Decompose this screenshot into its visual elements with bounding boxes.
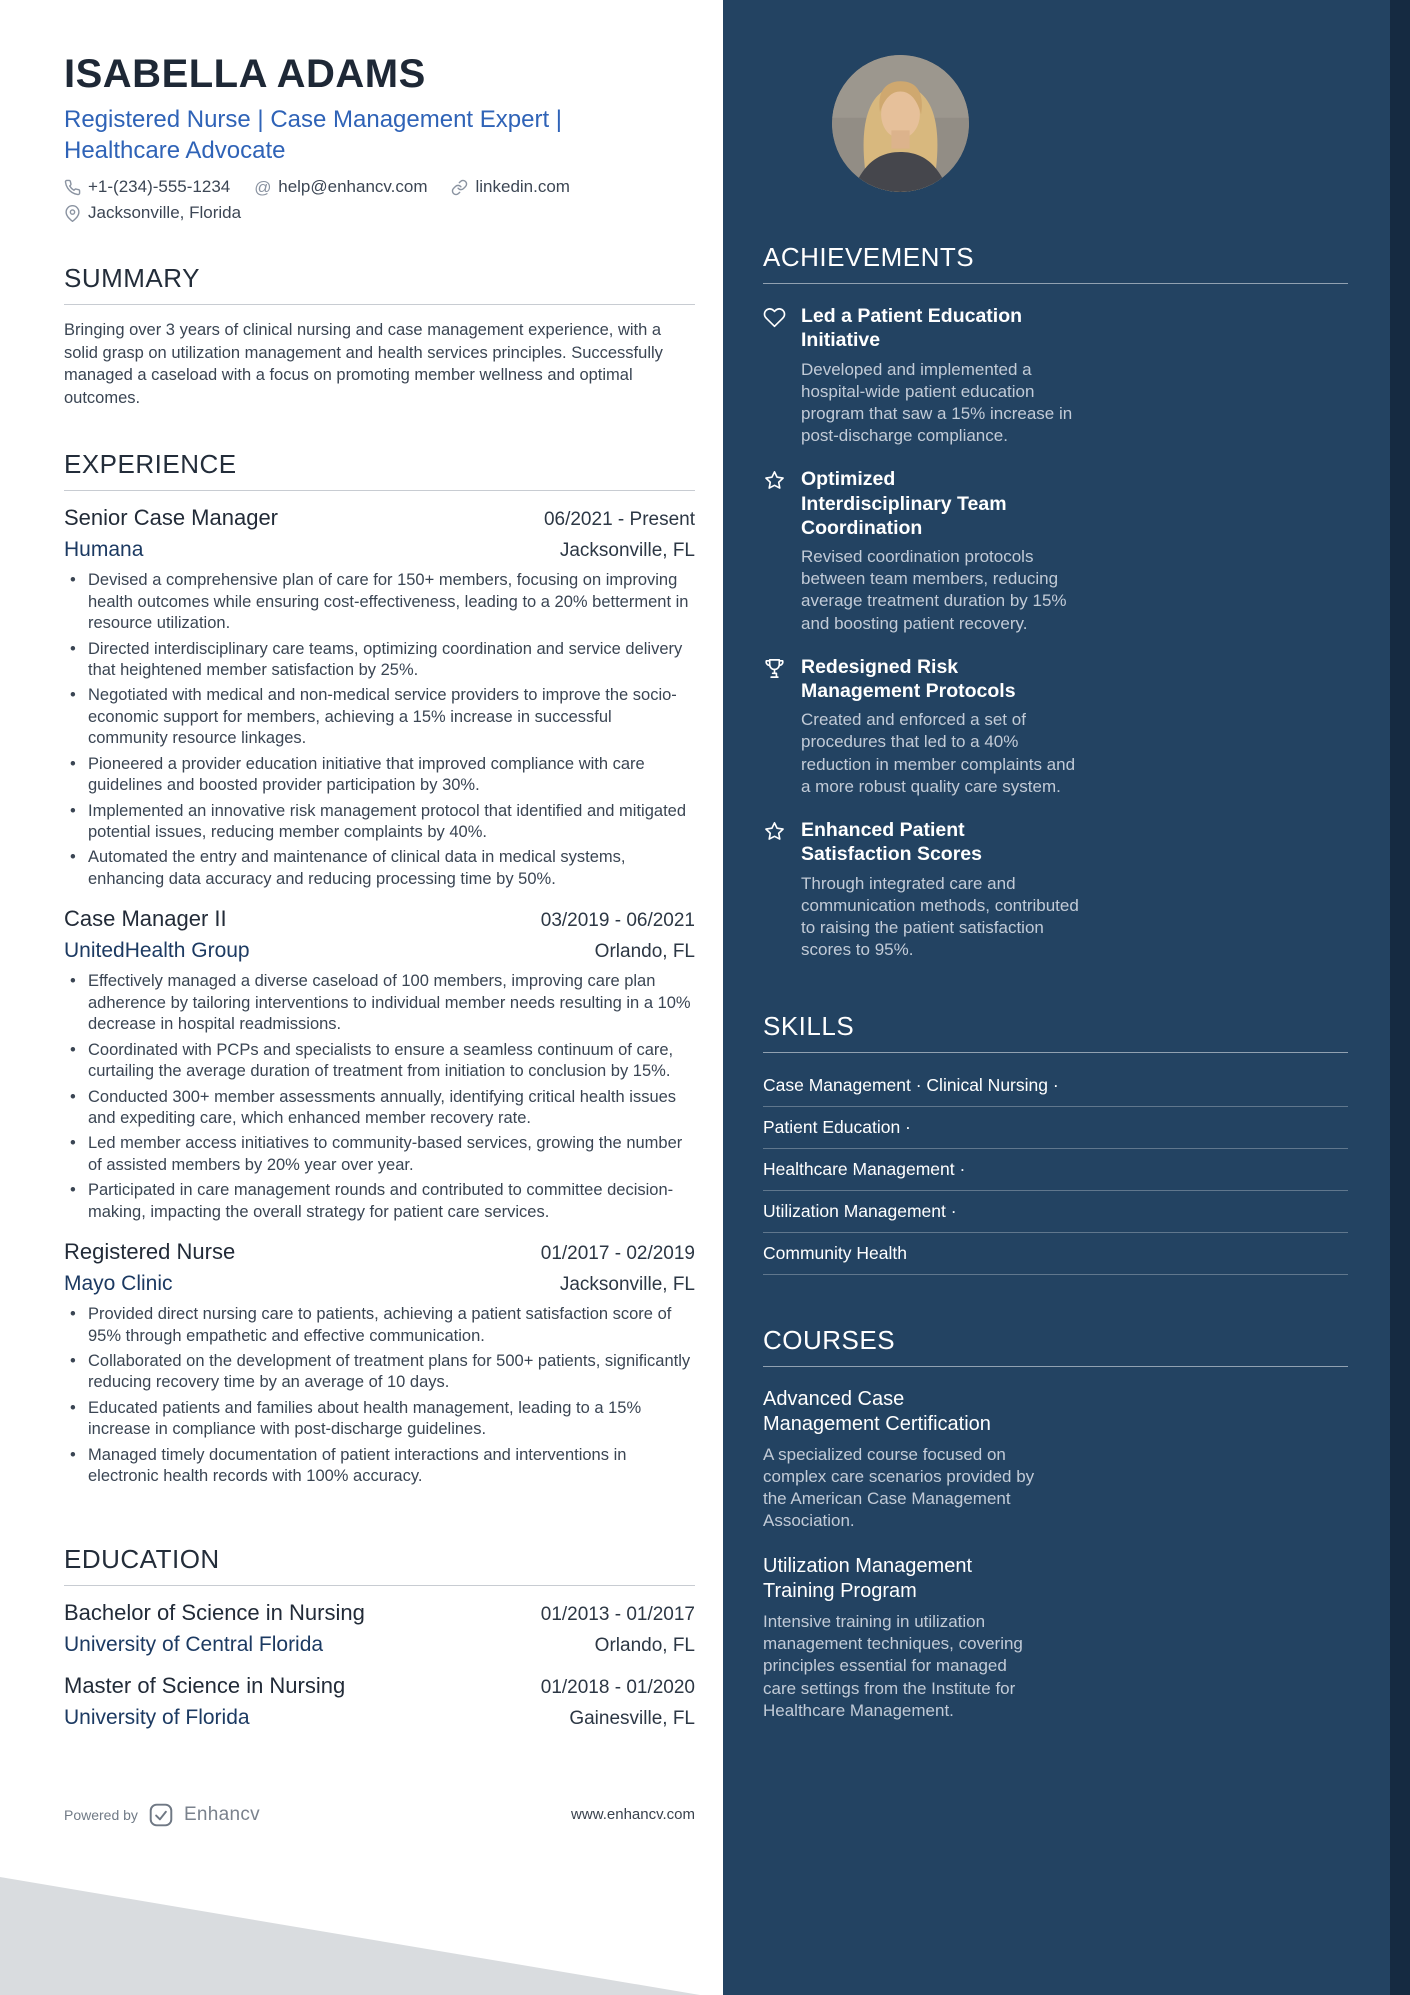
bullet-item: • Participated in care management rounds and contributed to committee decision-making, impacting the overall strategy for patient care services. xyxy=(88,1180,695,1223)
skill-row: Healthcare Management · xyxy=(763,1149,1348,1191)
summary-section xyxy=(64,223,695,409)
job-location: Jacksonville, FL xyxy=(559,1274,695,1296)
achievement-title: Enhanced Patient Satisfaction Scores xyxy=(801,818,982,866)
course-text: A specialized course focused on complex care scenarios provided by the American Case Management Association. xyxy=(763,1444,1035,1531)
star-icon xyxy=(763,818,787,961)
achievement-text: Created and enforced a set of procedures that led to a 40% reduction in member complaints and a more robust quality care system. xyxy=(801,710,1076,796)
school-location: Gainesville, FL xyxy=(569,1707,695,1729)
linkedin-text: linkedin.com xyxy=(475,177,570,197)
bullet-item: • Coordinated with PCPs and specialists to ensure a seamless continuum of care, curtailing the average duration of treatment from initiation to conclusion by 15%. xyxy=(88,1040,695,1083)
sidebar-edge-strip xyxy=(1390,0,1410,1995)
achievement-item xyxy=(763,304,1348,447)
bullet-item: • Managed timely documentation of patient interactions and interventions in electronic health records with 100% accuracy. xyxy=(88,1445,695,1488)
location-item xyxy=(64,203,241,223)
summary-heading: SUMMARY xyxy=(64,263,695,305)
company-name: Humana xyxy=(64,538,144,562)
course-item xyxy=(763,1554,1348,1721)
job-title: Case Manager II xyxy=(64,906,227,932)
phone-link[interactable] xyxy=(64,177,230,197)
bullet-item: • Collaborated on the development of treatment plans for 500+ patients, significantly reducing recovery time by an average of 10 days. xyxy=(88,1351,695,1394)
degree-dates: 01/2013 - 01/2017 xyxy=(540,1603,695,1625)
email-text: help@enhancv.com xyxy=(278,177,428,197)
bullet-item: • Effectively managed a diverse caseload of 100 members, improving care plan adherence by tailoring interventions to individual member needs resulting in a 10% decrease in hospital readmissions. xyxy=(88,971,695,1035)
education-heading: EDUCATION xyxy=(64,1544,695,1586)
powered-by xyxy=(64,1802,260,1828)
brand-name: Enhancv xyxy=(183,1803,260,1825)
candidate-title: Registered Nurse | Case Management Expert | Healthcare Advocate xyxy=(64,106,563,164)
degree-dates: 01/2018 - 01/2020 xyxy=(540,1676,695,1698)
star-icon xyxy=(763,467,787,635)
phone-text: +1-(234)-555-1234 xyxy=(88,177,231,197)
profile-photo xyxy=(832,55,969,192)
achievement-text: Developed and implemented a hospital-wide patient education program that saw a 15% increase in post-discharge compliance. xyxy=(801,359,1073,446)
school-location: Orlando, FL xyxy=(594,1634,695,1656)
skills-section xyxy=(763,1011,1348,1275)
job-dates: 01/2017 - 02/2019 xyxy=(540,1243,695,1265)
skill-row: Community Health xyxy=(763,1233,1348,1275)
powered-by-label: Powered by xyxy=(64,1806,138,1823)
trophy-icon xyxy=(763,655,787,798)
achievement-title: Led a Patient Education Initiative xyxy=(801,305,1023,352)
location-pin-icon xyxy=(64,205,81,222)
education-entry xyxy=(64,1600,695,1657)
achievements-heading: ACHIEVEMENTS xyxy=(763,242,1348,284)
bullet-item: • Pioneered a provider education initiative that improved compliance with care guidelines and boosted provider participation by 30%. xyxy=(88,754,695,797)
job-location: Jacksonville, FL xyxy=(559,540,695,562)
achievement-title: Redesigned Risk Management Protocols xyxy=(801,655,1016,702)
footer xyxy=(64,1802,695,1828)
skill-row: Patient Education · xyxy=(763,1107,1348,1149)
bullet-item: • Negotiated with medical and non-medical service providers to improve the socio-economic support for members, achieving a 15% increase in successful community resource linkages. xyxy=(88,685,695,749)
contact-row-1 xyxy=(64,177,695,197)
company-name: Mayo Clinic xyxy=(64,1272,173,1296)
email-link[interactable] xyxy=(254,177,427,197)
job-bullets xyxy=(64,971,695,1223)
degree-name: Master of Science in Nursing xyxy=(64,1672,346,1698)
courses-heading: COURSES xyxy=(763,1325,1348,1367)
degree-name: Bachelor of Science in Nursing xyxy=(64,1599,365,1625)
skill-row: Utilization Management · xyxy=(763,1191,1348,1233)
bullet-item: • Provided direct nursing care to patients, achieving a patient satisfaction score of 95% through empathetic and effective communication. xyxy=(88,1304,695,1347)
bullet-item: • Educated patients and families about health management, leading to a 15% increase in compliance with post-discharge guidelines. xyxy=(88,1398,695,1441)
job-entry xyxy=(64,505,695,890)
job-location: Orlando, FL xyxy=(594,941,695,963)
bullet-item: • Directed interdisciplinary care teams, optimizing coordination and service delivery that heightened member satisfaction by 25%. xyxy=(88,639,695,682)
summary-text: Bringing over 3 years of clinical nursing and case management experience, with a solid grasp on utilization management and health services principles. Successfully managed a caseload with a focus on promoting member wellness and optimal outcomes. xyxy=(64,321,663,407)
sidebar xyxy=(723,0,1410,1995)
contact-row-2 xyxy=(64,203,695,223)
enhancv-logo-icon xyxy=(148,1802,174,1828)
phone-icon xyxy=(64,179,81,196)
avatar-illustration xyxy=(832,55,969,192)
bullet-item: • Implemented an innovative risk management protocol that identified and mitigated potential issues, reducing member complaints by 40%. xyxy=(88,801,695,844)
bullet-item: • Devised a comprehensive plan of care for 150+ members, focusing on improving health outcomes while ensuring cost-effectiveness, leading to a 20% betterment in resource utilization. xyxy=(88,570,695,634)
course-item xyxy=(763,1387,1348,1532)
achievement-text: Through integrated care and communication methods, contributed to raising the patient satisfaction scores to 95%. xyxy=(801,873,1079,959)
course-text: Intensive training in utilization management techniques, covering principles essential for managed care settings from the Institute for Healthcare Management. xyxy=(763,1612,1023,1720)
location-text: Jacksonville, Florida xyxy=(88,203,242,223)
achievement-text: Revised coordination protocols between team members, reducing average treatment duration by 15% and boosting patient recovery. xyxy=(801,547,1067,633)
candidate-name: ISABELLA ADAMS xyxy=(64,52,426,96)
bullet-item: • Led member access initiatives to community-based services, growing the number of assisted members by 20% year over year. xyxy=(88,1133,695,1176)
course-title: Utilization Management Training Program xyxy=(763,1555,972,1603)
course-title: Advanced Case Management Certification xyxy=(763,1387,991,1435)
job-entry xyxy=(64,906,695,1223)
achievement-item xyxy=(763,467,1348,635)
education-section xyxy=(64,1504,695,1746)
company-name: UnitedHealth Group xyxy=(64,939,250,963)
job-bullets xyxy=(64,570,695,890)
school-name: University of Florida xyxy=(64,1705,250,1729)
achievement-item xyxy=(763,818,1348,961)
courses-section xyxy=(763,1325,1348,1722)
job-dates: 06/2021 - Present xyxy=(543,509,695,531)
job-dates: 03/2019 - 06/2021 xyxy=(540,910,695,932)
job-title: Registered Nurse xyxy=(64,1239,236,1265)
skill-row: Case Management · Clinical Nursing · xyxy=(763,1073,1348,1107)
job-title: Senior Case Manager xyxy=(64,505,279,531)
achievement-title: Optimized Interdisciplinary Team Coordination xyxy=(801,468,1007,539)
skills-heading: SKILLS xyxy=(763,1011,1348,1053)
job-entry xyxy=(64,1239,695,1488)
email-icon: @ xyxy=(254,177,272,197)
bullet-item: • Conducted 300+ member assessments annually, identifying critical health issues and expediting care, which enhanced member recovery rate. xyxy=(88,1087,695,1130)
experience-section xyxy=(64,409,695,1503)
heart-icon xyxy=(763,304,787,447)
experience-heading: EXPERIENCE xyxy=(64,449,695,491)
bullet-item: • Automated the entry and maintenance of clinical data in medical systems, enhancing data accuracy and reducing processing time by 50%. xyxy=(88,847,695,890)
site-url-link[interactable]: www.enhancv.com xyxy=(571,1806,695,1824)
job-bullets xyxy=(64,1304,695,1488)
linkedin-link[interactable] xyxy=(451,177,570,197)
school-name: University of Central Florida xyxy=(64,1632,324,1656)
header xyxy=(64,52,695,223)
achievements-section xyxy=(763,242,1348,961)
link-icon xyxy=(451,179,468,196)
achievement-item xyxy=(763,655,1348,798)
education-entry xyxy=(64,1673,695,1730)
